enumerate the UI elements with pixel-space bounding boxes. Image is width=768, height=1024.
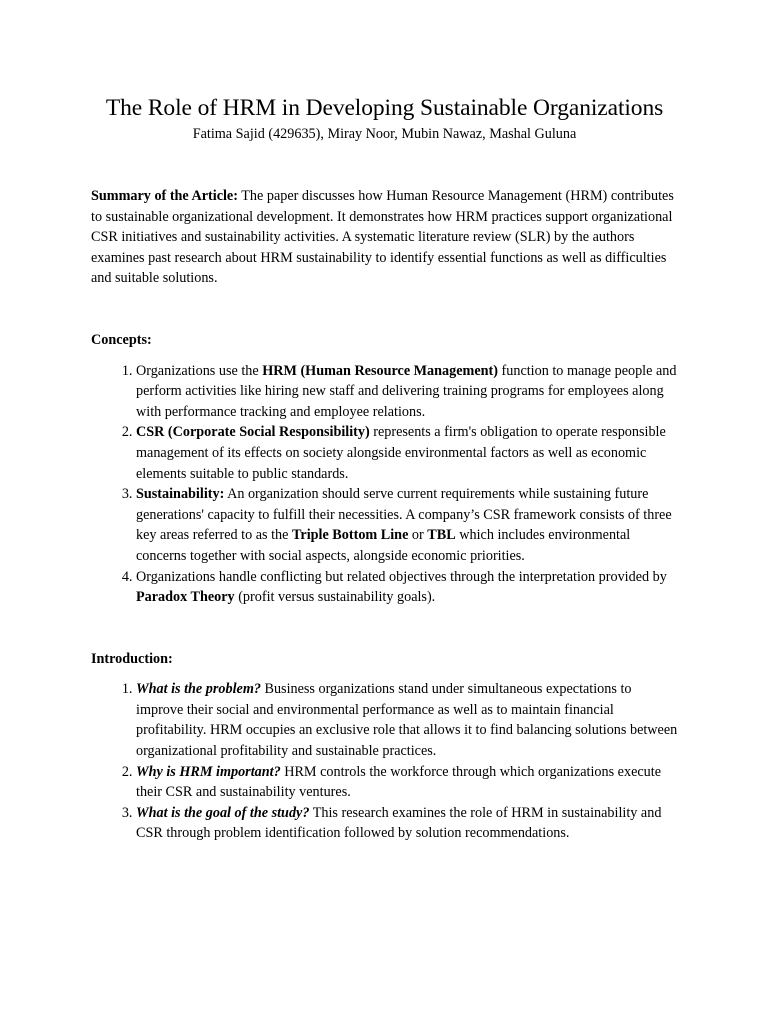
concept-text: Organizations handle conflicting but related objectives through the interpretation provided by: [136, 568, 667, 585]
summary-paragraph: [91, 186, 678, 289]
introduction-list: [91, 679, 678, 844]
concept-item: [136, 567, 678, 608]
concepts-list: [91, 361, 678, 608]
concept-text: which includes environmental concerns together with social aspects, alongside economic priorities.: [136, 527, 631, 564]
summary-text: The paper discusses how Human Resource Management (HRM) contributes to sustainable organizational development. It demonstrates how HRM practices support organizational CSR initiatives and sustainability activities. A systematic literature review (SLR) by the authors examines past research about HRM sustainability to identify essential functions as well as difficulties and suitable solutions.: [91, 188, 674, 287]
introduction-heading: Introduction:: [91, 650, 173, 667]
document-title: The Role of HRM in Developing Sustainable Organizations: [105, 95, 664, 121]
concept-term: TBL: [427, 527, 456, 544]
concept-text: represents a firm's obligation to operate responsible management of its effects on society alongside environmental factors as well as economic elements suitable to public standards.: [136, 424, 666, 482]
introduction-text: Business organizations stand under simultaneous expectations to improve their social and environmental performance as well as to maintain financial profitability. HRM occupies an exclusive role that allows it to find balancing solutions between organizational profitability and sustainable practices.: [136, 681, 678, 760]
introduction-question: What is the goal of the study?: [136, 804, 310, 821]
introduction-item: [136, 679, 678, 761]
concept-text: or: [408, 527, 428, 544]
introduction-question: What is the problem?: [136, 681, 261, 698]
introduction-item: [136, 803, 678, 844]
concept-text: An organization should serve current requirements while sustaining future generations' capacity to fulfill their necessities. A company’s CSR framework consists of three key areas referred to as the: [136, 486, 672, 544]
concept-item: [136, 484, 678, 566]
introduction-question: Why is HRM important?: [136, 763, 281, 780]
concept-term: CSR (Corporate Social Responsibility): [136, 424, 370, 441]
concept-item: [136, 361, 678, 423]
document-authors: Fatima Sajid (429635), Miray Noor, Mubin Nawaz, Mashal Guluna: [192, 126, 577, 142]
concept-term: Sustainability:: [136, 486, 225, 503]
concept-item: [136, 422, 678, 484]
concept-text: function to manage people and perform activities like hiring new staff and delivering training programs for employees along with performance tracking and employee relations.: [136, 362, 677, 420]
concept-text: (profit versus sustainability goals).: [234, 589, 436, 606]
introduction-text: This research examines the role of HRM in sustainability and CSR through problem identification followed by solution recommendations.: [136, 804, 662, 842]
concept-term: HRM (Human Resource Management): [262, 362, 498, 379]
introduction-text: HRM controls the workforce through which organizations execute their CSR and sustainability ventures.: [136, 763, 662, 801]
concept-term: Triple Bottom Line: [291, 527, 409, 544]
concepts-heading: Concepts:: [91, 331, 152, 348]
concept-text: Organizations use the: [136, 362, 263, 379]
summary-label: Summary of the Article:: [91, 188, 238, 204]
concept-term: Paradox Theory: [136, 589, 235, 606]
introduction-item: [136, 762, 678, 803]
